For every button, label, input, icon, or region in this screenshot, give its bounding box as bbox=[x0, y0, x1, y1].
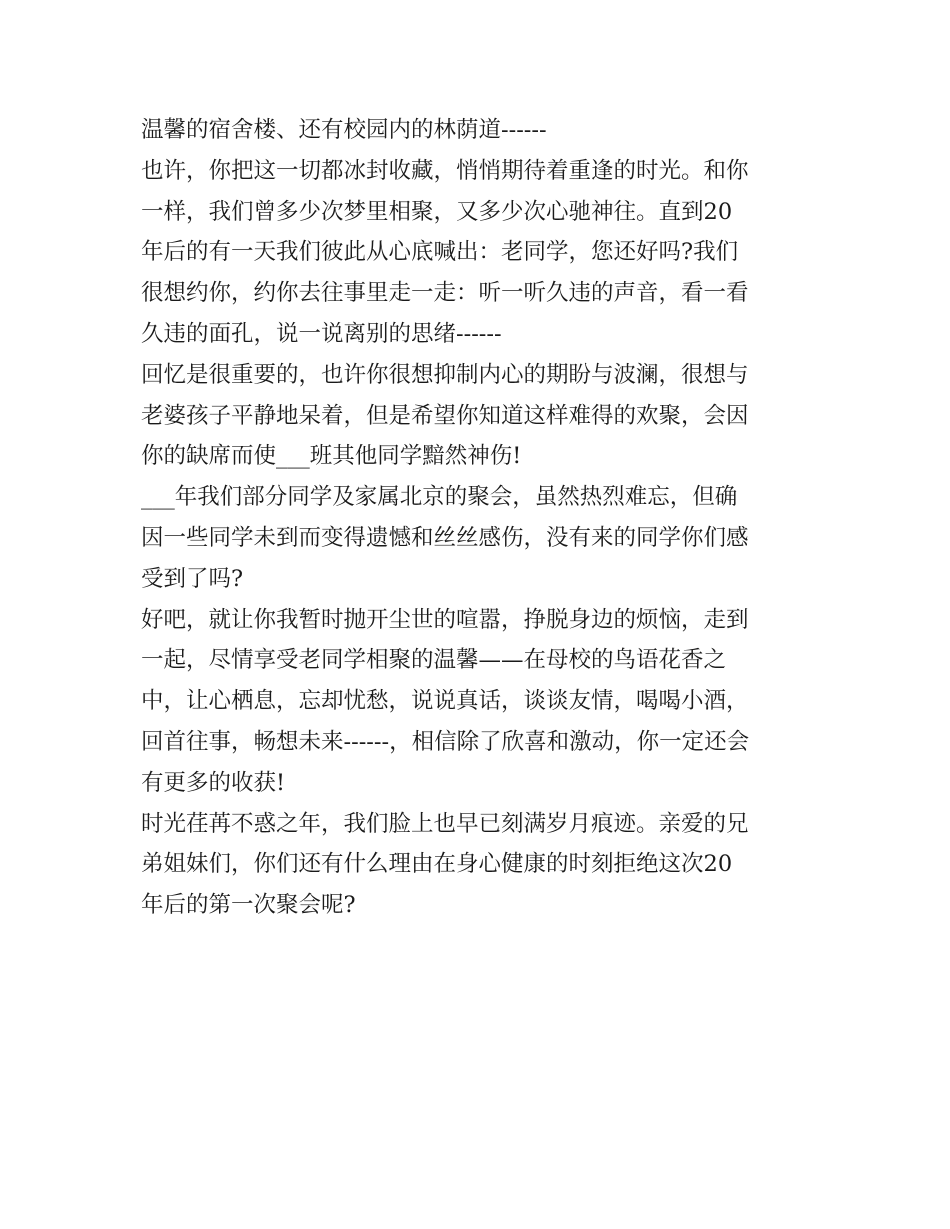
text-line: 时光荏苒不惑之年，我们脸上也早已刻满岁月痕迹。亲爱的兄 bbox=[141, 810, 749, 837]
text-line: 也许，你把这一切都冰封收藏，悄悄期待着重逢的时光。和你 bbox=[141, 157, 749, 184]
text-line: 好吧，就让你我暂时抛开尘世的喧嚣，挣脱身边的烦恼，走到 bbox=[141, 606, 749, 633]
text-line: ___年我们部分同学及家属北京的聚会，虽然热烈难忘，但确 bbox=[141, 484, 738, 511]
text-line: 久违的面孔，说一说离别的思绪------ bbox=[141, 320, 502, 347]
text-line: 你的缺席而使___班其他同学黯然神伤! bbox=[141, 443, 522, 470]
text-line: 年后的有一天我们彼此从心底喊出：老同学，您还好吗?我们 bbox=[141, 239, 739, 266]
text-line: 回首往事，畅想未来------，相信除了欣喜和激动，你一定还会 bbox=[141, 728, 750, 755]
text-line: 受到了吗? bbox=[141, 565, 244, 592]
text-line: 温馨的宿舍楼、还有校园内的林荫道------ bbox=[141, 117, 547, 143]
text-line: 中，让心栖息，忘却忧愁，说说真话，谈谈友情，喝喝小酒， bbox=[141, 688, 749, 715]
text-line: 一起，尽情享受老同学相聚的温馨——在母校的鸟语花香之 bbox=[141, 647, 727, 674]
text-line: 有更多的收获! bbox=[141, 769, 286, 796]
text-line: 年后的第一次聚会呢? bbox=[141, 892, 356, 919]
text-line: 很想约你，约你去往事里走一走：听一听久违的声音，看一看 bbox=[141, 280, 749, 307]
text-line: 一样，我们曾多少次梦里相聚，又多少次心驰神往。直到20 bbox=[141, 198, 733, 225]
text-line: 弟姐妹们，你们还有什么理由在身心健康的时刻拒绝这次20 bbox=[141, 851, 733, 878]
document-body bbox=[141, 110, 821, 926]
text-line: 回忆是很重要的，也许你很想抑制内心的期盼与波澜，很想与 bbox=[141, 361, 749, 388]
text-line: 老婆孩子平静地呆着，但是希望你知道这样难得的欢聚，会因 bbox=[141, 402, 749, 429]
text-line: 因一些同学未到而变得遗憾和丝丝感伤，没有来的同学你们感 bbox=[141, 524, 749, 551]
